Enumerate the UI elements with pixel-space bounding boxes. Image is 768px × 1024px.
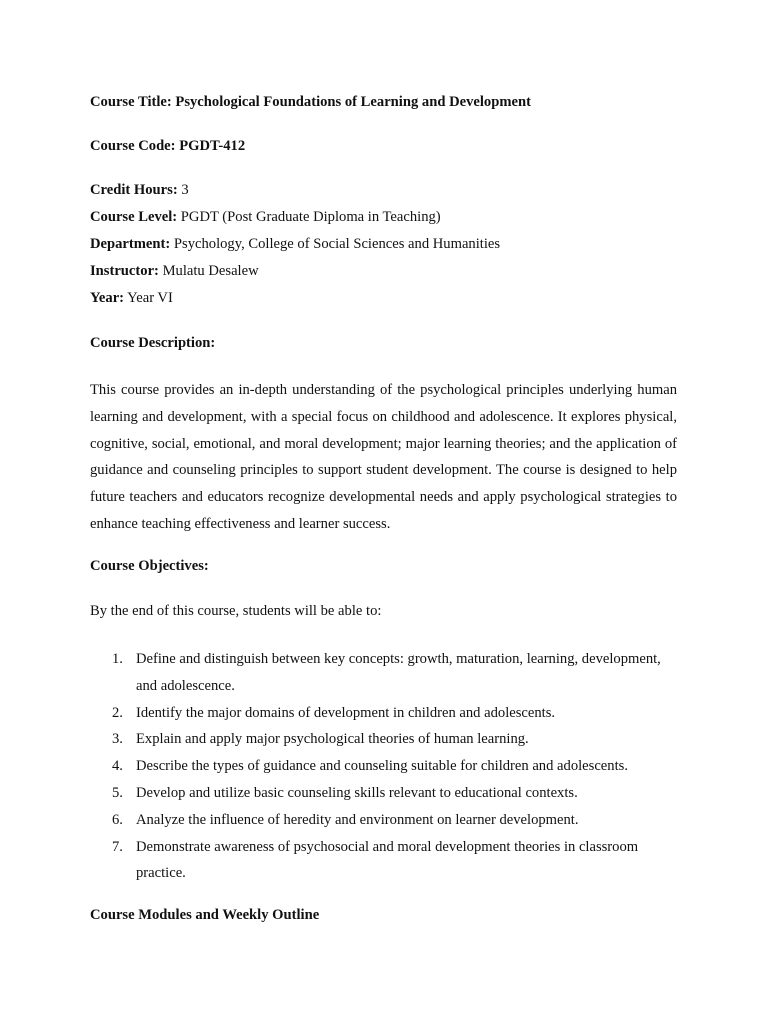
objectives-list	[90, 646, 677, 887]
course-code-value: PGDT-412	[179, 138, 246, 154]
instructor-line	[90, 262, 259, 280]
credit-hours-value: 3	[181, 182, 189, 198]
year-value: Year VI	[127, 290, 173, 306]
objective-number: 6.	[112, 811, 123, 828]
year-label: Year:	[90, 290, 125, 306]
objective-number: 5.	[112, 784, 123, 801]
objective-item	[90, 834, 677, 888]
department-value: Psychology, College of Social Sciences and Humanities	[173, 236, 501, 252]
course-level-label: Course Level:	[90, 209, 178, 225]
department-line	[90, 235, 500, 253]
course-title-value: Psychological Foundations of Learning and Development	[175, 94, 531, 110]
course-description-heading: Course Description:	[90, 335, 216, 351]
objective-text: Develop and utilize basic counseling skills relevant to educational contexts.	[136, 784, 578, 801]
objective-number: 3.	[112, 731, 123, 748]
course-code-line	[90, 137, 245, 155]
course-level-value: PGDT (Post Graduate Diploma in Teaching)	[180, 209, 441, 225]
objective-text: Analyze the influence of heredity and environment on learner development.	[136, 811, 579, 828]
objective-item	[90, 807, 677, 834]
objective-item	[90, 646, 677, 700]
course-code-label: Course Code:	[90, 138, 176, 154]
objective-item	[90, 726, 677, 753]
objective-item	[90, 780, 677, 807]
course-title-line	[90, 93, 531, 111]
course-description-paragraph: This course provides an in-depth understanding of the psychological principles underlying human learning and development, with a special focus on childhood and adolescence. It explores physical, cognitive, social, emotional, and moral development; major learning theories; and the application of guidance and counseling principles to support student development. The course is designed to help future teachers and educators recognize developmental needs and apply psychological strategies to enhance teaching effectiveness and learner success.	[90, 382, 677, 532]
objective-number: 7.	[112, 838, 123, 855]
objective-text: Demonstrate awareness of psychosocial and moral development theories in classroom practice.	[136, 838, 639, 882]
objectives-intro: By the end of this course, students will be able to:	[90, 603, 382, 619]
course-objectives-heading: Course Objectives:	[90, 558, 209, 574]
objective-item	[90, 700, 677, 727]
department-label: Department:	[90, 236, 171, 252]
objective-number: 1.	[112, 651, 123, 667]
course-level-line	[90, 208, 441, 226]
year-line	[90, 289, 173, 307]
objective-number: 4.	[112, 758, 123, 775]
objective-number: 2.	[112, 704, 123, 721]
instructor-value: Mulatu Desalew	[162, 263, 259, 279]
objective-text: Explain and apply major psychological theories of human learning.	[136, 731, 529, 748]
credit-hours-line	[90, 181, 189, 199]
objective-text: Identify the major domains of development in children and adolescents.	[136, 704, 556, 721]
course-title-label: Course Title:	[90, 94, 172, 110]
instructor-label: Instructor:	[90, 263, 159, 279]
course-modules-heading: Course Modules and Weekly Outline	[90, 907, 320, 923]
credit-hours-label: Credit Hours:	[90, 182, 178, 198]
objective-item	[90, 753, 677, 780]
objective-text: Describe the types of guidance and counseling suitable for children and adolescents.	[136, 758, 628, 775]
objective-text: Define and distinguish between key concepts: growth, maturation, learning, development, and adolescence.	[136, 651, 661, 694]
